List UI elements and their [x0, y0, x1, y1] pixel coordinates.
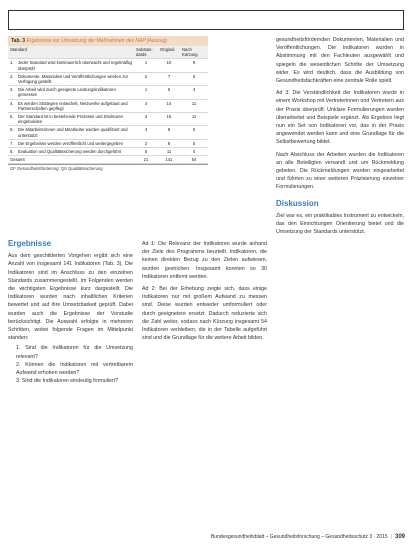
- table-cell: 8: [158, 126, 180, 139]
- paragraph: gesundheitsfördernden Dokumenten, Materialien und Veröffentlichungen. Die Indikatoren wurden in Abstimmung mit den Fachleuten ausgewählt und spiegeln die wesentlichen Schritte der Umsetzung wider. Es wird deutlich, dass die Ausbildung von Gesundheitsfachkräften eine zentrale Rolle spielt.: [276, 37, 404, 85]
- table-cell: 1.: [8, 59, 16, 72]
- journal-name: Bundesgesundheitsblatt – Gesundheitsforschung – Gesundheitsschutz 3 · 2015: [210, 534, 388, 540]
- table-row: [8, 59, 208, 72]
- table-cell: 4: [134, 99, 158, 112]
- table-cell: 2.: [8, 72, 16, 85]
- page-number: 309: [394, 534, 405, 540]
- table-cell: 10: [158, 59, 180, 72]
- paragraph: Ad 1: Die Relevanz der Indikatoren wurde anhand der Ziele des Programms beurteilt. Indikatoren, die keinen direkten Bezug zu den Zielen aufwiesen, wurden gestrichen. Insgesamt konnten so 30 Indikatoren entfernt werden.: [142, 241, 267, 280]
- table-caption-text: Ergebnisse zur Umsetzung der Maßnahmen des NAP (Auszug): [26, 38, 167, 44]
- table-cell: 9: [180, 59, 208, 72]
- table-cell: 1: [134, 59, 158, 72]
- section-heading-discussion: Diskussion: [276, 198, 319, 208]
- table-cell: 6.: [8, 126, 16, 139]
- paragraph: Nach Abschluss der Arbeiten wurden die Indikatoren an alle Beteiligten versandt und um Rückmeldung gebeten. Die Rückmeldungen wurden eingearbeitet und führten zu einer weiteren Präzisierung einzelner Formulierungen.: [276, 151, 404, 191]
- table-row: [8, 139, 208, 147]
- table-cell: Die Arbeit wird durch geeignete Leistungsindikatoren gemessen: [16, 86, 134, 99]
- table-header: Substandards: [134, 46, 158, 59]
- table-cell: Die Mitarbeiterinnen und Mitarbeiter werden qualifiziert und unterstützt: [16, 126, 134, 139]
- paragraph: Aus dem geschilderten Vorgehen ergibt sich eine Anzahl von insgesamt 141 Indikatoren (Tab. 3). Die Indikatoren sind im Anschluss zu den einzelnen Standards zusammengestellt. Im Folgenden werden die wichtigsten Ergebnisse kurz dargestellt. Die Indikatoren wurden nach inhaltlichen Kriterien bewertet und auf ihre Umsetzbarkeit geprüft. Dabei wurden auch die Ergebnisse der Vorstudie berücksichtigt. Die Auswahl erfolgte in mehreren Schritten, wobei folgende Fragen im Mittelpunkt standen:: [8, 253, 133, 342]
- page-footer: Bundesgesundheitsblatt – Gesundheitsforschung – Gesundheitsschutz 3 · 2015 | 309: [210, 534, 405, 540]
- table-cell: 11: [180, 99, 208, 112]
- paragraph: Ad 3: Die Verständlichkeit der Indikatoren wurde in einem Workshop mit Vertreterinnen und Vertretern aus der Praxis überprüft. Unklare Formulierungen wurden überarbeitet und Beispiele ergänzt. Als Ergebnis liegt nun ein Set von Indikatoren vor, das in der Praxis angewendet werden kann und eine Grundlage für die Selbstbewertung bildet.: [276, 90, 404, 146]
- table-row: [8, 148, 208, 156]
- table-cell: 4: [134, 126, 158, 139]
- table-cell: Evaluation und Qualitätssicherung werden durchgeführt: [16, 148, 134, 156]
- table-header: Original: [158, 46, 180, 59]
- table-total-cell: 21: [134, 156, 158, 164]
- section-heading-results: Ergebnisse: [8, 239, 52, 248]
- table-total-cell: 141: [158, 156, 180, 164]
- table-caption: [8, 36, 208, 46]
- table-cell: 5: [180, 139, 208, 147]
- table-row: [8, 126, 208, 139]
- table-total-row: [8, 156, 208, 164]
- table-header-row: [8, 46, 208, 59]
- table-cell: 5: [134, 148, 158, 156]
- table-cell: 3.: [8, 86, 16, 99]
- table-cell: 5: [180, 72, 208, 85]
- table-cell: 4: [180, 86, 208, 99]
- table-cell: Der Standard ist in bestehende Prozesse und Strukturen eingebunden: [16, 113, 134, 126]
- table-cell: 6: [158, 86, 180, 99]
- list-item: 2. Können die Indikatoren mit vertretbarem Aufwand erhoben werden?: [16, 361, 133, 377]
- table-cell: Dokumente, Materialien und Veröffentlichungen werden zur Verfügung gestellt: [16, 72, 134, 85]
- header-frame: [8, 10, 404, 30]
- table-header: Standard: [8, 46, 134, 59]
- table-total-label: Gesamt: [8, 156, 134, 164]
- paragraph: Ziel war es, ein praktikables Instrument zu entwickeln, das den Einrichtungen Orientierung bietet und die Umsetzung der Standards unterstützt.: [276, 212, 404, 236]
- table-cell: 11: [180, 113, 208, 126]
- column-middle: [142, 240, 267, 342]
- table-cell: 5.: [8, 113, 16, 126]
- indicator-table: [8, 36, 208, 172]
- table-cell: Es werden Strategien entwickelt, Netzwerke aufgebaut und Partnerschaften gepflegt: [16, 99, 134, 112]
- table-cell: 7.: [8, 139, 16, 147]
- table-header: Nach Kürzung: [180, 46, 208, 59]
- table-cell: 4: [180, 148, 208, 156]
- table-cell: Jeder Standard wird kontinuierlich überwacht und regelmäßig überprüft: [16, 59, 134, 72]
- table-cell: 8.: [8, 148, 16, 156]
- table-row: [8, 113, 208, 126]
- table-total-cell: 54: [180, 156, 208, 164]
- table-body: [8, 46, 208, 164]
- table-cell: 4.: [8, 99, 16, 112]
- table-footnote: GF Gesundheitsförderung; QS Qualitätssicherung: [8, 164, 208, 172]
- table-row: [8, 86, 208, 99]
- table-cell: 2: [134, 139, 158, 147]
- table-caption-label: Tab. 3: [11, 38, 26, 44]
- paragraph: Ad 2: Bei der Erhebung zeigte sich, dass einige Indikatoren nur mit großem Aufwand zu messen sind. Diese wurden entweder umformuliert oder durch geeignetere ersetzt. Dadurch reduzierte sich die Zahl weiter, sodass nach Kürzung insgesamt 54 Indikatoren verbleiben, die in der Tabelle aufgeführt sind und die Grundlage für die weitere Arbeit bilden.: [142, 286, 267, 342]
- table-cell: Die Ergebnisse werden veröffentlicht und weitergegeben: [16, 139, 134, 147]
- table-cell: 3: [134, 113, 158, 126]
- column-left: [8, 240, 133, 387]
- table-row: [8, 72, 208, 85]
- column-right: [276, 36, 404, 236]
- table-cell: 5: [180, 126, 208, 139]
- list-item: 3. Sind die Indikatoren eindeutig formuliert?: [16, 378, 119, 385]
- question-list: [8, 344, 133, 385]
- table-cell: 16: [158, 113, 180, 126]
- table-row: [8, 99, 208, 112]
- table-cell: 11: [158, 148, 180, 156]
- table-cell: 2: [134, 72, 158, 85]
- table-cell: 7: [158, 72, 180, 85]
- table-cell: 14: [158, 99, 180, 112]
- list-item: 1. Sind die Indikatoren für die Umsetzung relevant?: [16, 345, 133, 360]
- table-cell: 1: [134, 86, 158, 99]
- table-cell: 8: [158, 139, 180, 147]
